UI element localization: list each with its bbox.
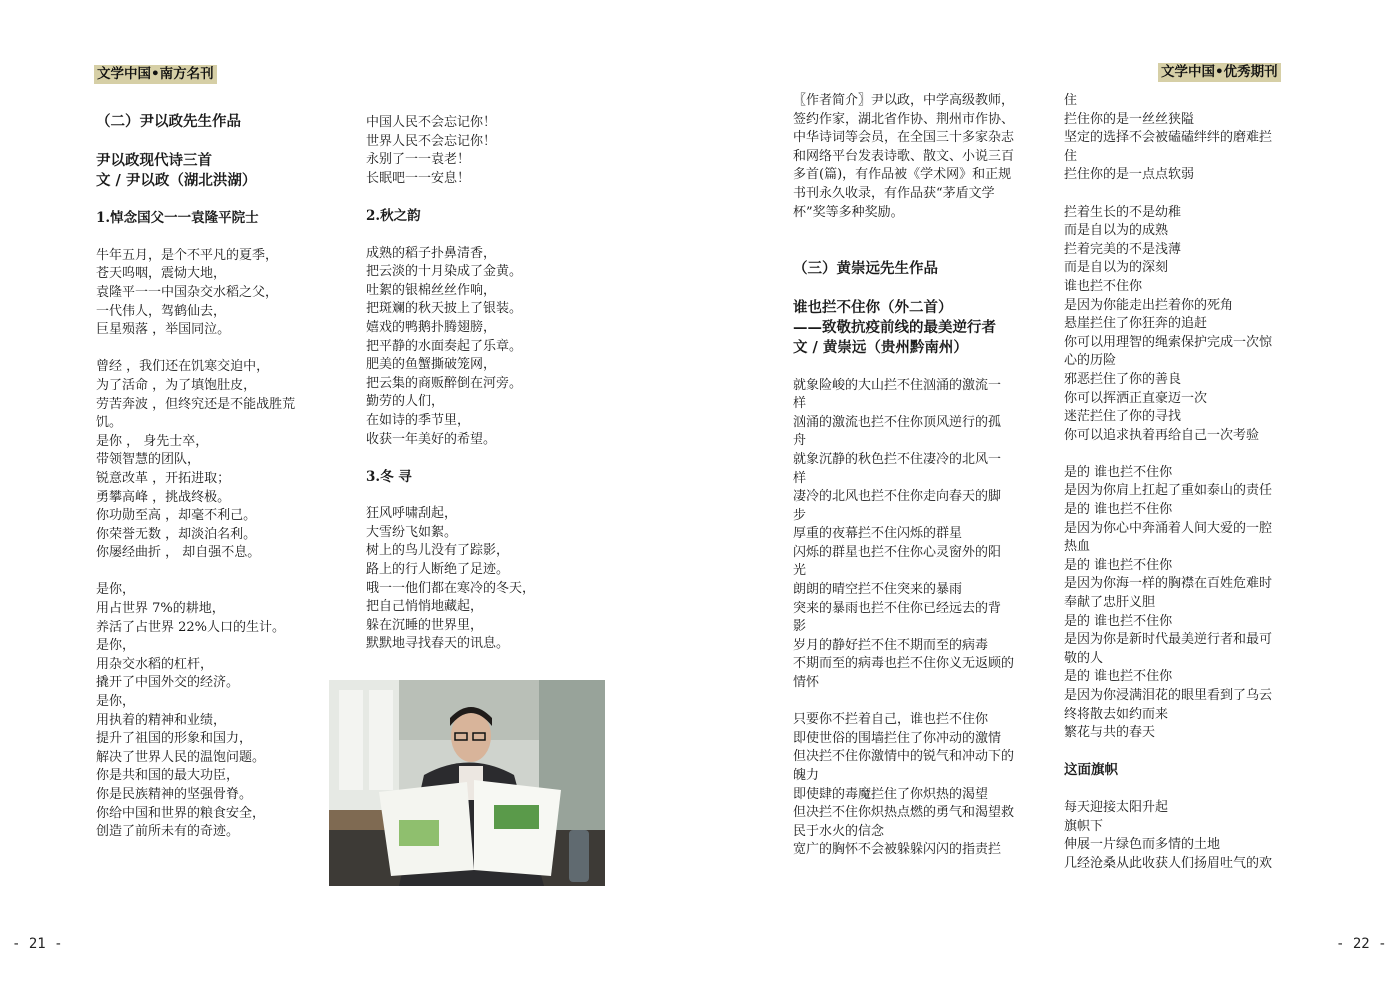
text-line: 是你， (96, 582, 136, 598)
text-line: 热血 (1064, 539, 1091, 555)
right-column-2 (1064, 92, 1314, 873)
text-line: 劳苦奔波 ，但终究还是不能战胜荒 (96, 396, 296, 412)
text-line: 牛年五月，是个不平凡的夏季， (96, 247, 279, 263)
text-line: 是因为你心中奔涌着人间大爱的一腔 (1064, 520, 1273, 536)
text-line: 多首(篇)，有作品被《学术网》和正规 (793, 167, 1012, 183)
text-line: 和网络平台发表诗歌、散文、小说三百 (793, 148, 1015, 164)
text-line: 拦住你的是一点点软弱 (1064, 167, 1195, 183)
text-line: 一代伟人，驾鹤仙去， (96, 303, 227, 319)
right-page-header: 文学中国•优秀期刊 (1158, 63, 1281, 82)
text-line: 住 (1064, 93, 1078, 108)
text-line: 饥。 (96, 415, 123, 431)
blank-line (793, 279, 1043, 298)
sub-heading: 这面旗帜 (1064, 762, 1118, 779)
text-line: 你功勋至高 ，却毫不利己。 (96, 508, 257, 524)
text-line: 是因为你肩上扛起了重如泰山的责任 (1064, 483, 1273, 499)
text-line: 把平静的水面奏起了乐章。 (366, 338, 523, 354)
text-line: 永别了一一袁老！ (366, 152, 471, 168)
text-line: 终将散去如约而来 (1064, 706, 1169, 722)
text-line: 大雪纷飞如絮。 (366, 524, 458, 540)
text-line: 是因为你海一样的胸襟在百姓危难时 (1064, 576, 1273, 592)
section-heading: （三）黄崇远先生作品 (793, 260, 938, 278)
text-line: 是因为你浸满泪花的眼里看到了乌云 (1064, 688, 1273, 703)
text-line: 杯”奖等多种奖励。 (793, 204, 904, 220)
text-line: 步 (793, 507, 807, 523)
text-line: 奉献了忠肝义胆 (1064, 595, 1156, 611)
text-line: 住 (1064, 148, 1078, 164)
text-line: 拦住你的是一丝丝狭隘 (1064, 111, 1195, 127)
text-line: 但决拦不住你激情中的锐气和冲动下的 (793, 749, 1015, 765)
text-line: 勤劳的人们， (366, 394, 445, 410)
text-line: 躲在沉睡的世界里， (366, 617, 484, 633)
text-line: 样 (793, 470, 807, 486)
text-line: 曾经 ，我们还在饥寒交迫中， (96, 359, 270, 375)
text-line: 中国人民不会忘记你！ (366, 115, 497, 130)
text-line: 民于水火的信念 (793, 823, 885, 839)
text-line: 而是自以为的深刻 (1064, 260, 1169, 276)
text-line: 闪烁的群星也拦不住你心灵窗外的阳 (793, 544, 1002, 560)
text-line: 厚重的夜幕拦不住闪烁的群星 (793, 526, 963, 542)
text-line: 哦一一他们都在寒冷的冬天， (366, 580, 536, 596)
text-line: 你屡经曲折 ， 却自强不息。 (96, 545, 261, 561)
sub-heading: 2.秋之韵 (366, 207, 421, 224)
text-line: 把斑斓的秋天披上了银装。 (366, 301, 523, 317)
text-line: 你荣誉无数 ，却淡泊名利。 (96, 526, 257, 542)
text-line: 把云淡的十月染成了金黄。 (366, 264, 523, 280)
text-line: 是因为你能走出拦着你的死角 (1064, 297, 1234, 313)
text-line: 但决拦不住你炽热点燃的勇气和渴望救 (793, 805, 1015, 821)
text-line: 即使世俗的围墙拦住了你冲动的激情 (793, 730, 1002, 746)
text-line: 汹涌的激流也拦不住你顶风逆行的孤 (793, 414, 1002, 430)
text-line: 解决了世界人民的温饱问题。 (96, 749, 266, 765)
text-line: 是因为你是新时代最美逆行者和最可 (1064, 632, 1273, 648)
text-line: 就象沉静的秋色拦不住凄冷的北风一 (793, 451, 1002, 467)
text-line: 不期而至的病毒也拦不住你义无返顾的 (793, 656, 1015, 672)
text-line: 每天迎接太阳升起 (1064, 799, 1169, 815)
title-heading: 文 / 黄崇远（贵州黔南州） (793, 338, 968, 356)
blank-line (1064, 780, 1314, 799)
text-line: 你可以追求执着再给自己一次考验 (1064, 427, 1260, 443)
text-line: 把云集的商贩醉倒在河旁。 (366, 375, 523, 391)
text-line: 光 (793, 563, 807, 579)
blank-line (793, 358, 1043, 377)
text-line: 迷茫拦住了你的寻找 (1064, 409, 1182, 425)
text-line: 你给中国和世界的粮食安全， (96, 805, 266, 821)
title-heading: 谁也拦不住你（外二首） (793, 298, 953, 316)
title-heading: ——致敬抗疫前线的最美逆行者 (793, 318, 996, 336)
blank-line (793, 241, 1043, 260)
text-line: 树上的鸟儿没有了踪影， (366, 543, 510, 559)
text-line: 而是自以为的成熟 (1064, 223, 1169, 239)
text-line: 锐意改革 ，开拓进取； (96, 470, 231, 486)
left-page-header: 文学中国•南方名刊 (94, 65, 217, 84)
section-heading: （二）尹以政先生作品 (96, 113, 241, 130)
text-line: 岁月的静好拦不住不期而至的病毒 (793, 637, 989, 653)
text-line: 敬的人 (1064, 650, 1104, 666)
text-line: 心的历险 (1064, 353, 1117, 369)
text-line: 把自己悄悄地藏起， (366, 599, 484, 615)
author-photo (329, 680, 605, 886)
blank-line (1064, 185, 1314, 204)
text-line: 邪恶拦住了你的善良 (1064, 371, 1182, 387)
text-line: 成熟的稻子扑鼻清香， (366, 245, 497, 261)
text-line: 世界人民不会忘记你！ (366, 133, 497, 149)
text-line: 长眠吧一一安息！ (366, 170, 471, 186)
blank-line (96, 132, 321, 151)
text-line: 就象险峻的大山拦不住汹涌的激流一 (793, 377, 1002, 393)
blank-line (96, 228, 321, 247)
right-page-number: - 22 - (1336, 936, 1387, 952)
text-line: 巨星殒落 ，举国同泣。 (96, 322, 231, 338)
text-line: 你可以挥洒正直豪迈一次 (1064, 390, 1208, 406)
left-page-number: - 21 - (12, 936, 63, 952)
text-line: 谁也拦不住你 (1064, 278, 1143, 294)
text-line: 用杂交水稻的杠杆， (96, 656, 214, 672)
right-column-1 (793, 92, 1043, 860)
blank-line (96, 340, 321, 359)
text-line: 几经沧桑从此收获人们扬眉吐气的欢 (1064, 855, 1273, 871)
text-line: 撬开了中国外交的经济。 (96, 675, 240, 691)
text-line: 勇攀高峰 ，挑战终极。 (96, 489, 231, 505)
text-line: 带领智慧的团队， (96, 452, 201, 468)
blank-line (96, 563, 321, 582)
text-line: 是的 谁也拦不住你 (1064, 613, 1173, 629)
text-line: 是你 ， 身先士卒， (96, 433, 209, 449)
blank-line (793, 693, 1043, 712)
text-line: 路上的行人断绝了足迹。 (366, 562, 510, 578)
text-line: 伸展一片绿色而多情的土地 (1064, 837, 1221, 853)
text-line: 默默地寻找春天的讯息。 (366, 636, 510, 652)
text-line: 是的 谁也拦不住你 (1064, 464, 1173, 480)
text-line: 旗帜下 (1064, 818, 1104, 834)
left-column-2 (366, 114, 601, 654)
text-line: 突来的暴雨也拦不住你已经远去的背 (793, 600, 1002, 616)
blank-line (366, 188, 601, 207)
blank-line (366, 487, 601, 506)
blank-line (366, 226, 601, 245)
sub-heading: 1.悼念国父一一袁隆平院士 (96, 210, 259, 227)
text-line: 悬崖拦住了你狂奔的追赶 (1064, 316, 1208, 332)
text-line: 是你， (96, 694, 136, 710)
text-line: 苍天呜咽，震恸大地， (96, 266, 227, 282)
title-heading: 文 / 尹以政（湖北洪湖） (96, 171, 257, 189)
text-line: 肥美的鱼蟹撕破笼网， (366, 357, 497, 373)
text-line: 拦着完美的不是浅薄 (1064, 241, 1182, 257)
text-line: 吐絮的银棉丝丝作响， (366, 282, 497, 298)
text-line: 影 (793, 619, 807, 635)
text-line: 只要你不拦着自己，谁也拦不住你 (793, 712, 989, 728)
text-line: 是你， (96, 638, 136, 654)
text-line: 签约作家，湖北省作协、荆州市作协、 (793, 111, 1015, 127)
text-line: 在如诗的季节里， (366, 412, 471, 428)
left-column-1 (96, 112, 321, 842)
blank-line (793, 222, 1043, 241)
blank-line (96, 191, 321, 210)
text-line: 情怀 (793, 675, 820, 691)
sub-heading: 3.冬 寻 (366, 468, 412, 485)
text-line: 是的 谁也拦不住你 (1064, 502, 1173, 518)
text-line: 用占世界 7%的耕地， (96, 601, 225, 617)
text-line: 凄冷的北风也拦不住你走向春天的脚 (793, 489, 1002, 505)
text-line: 创造了前所未有的奇迹。 (96, 824, 240, 840)
text-line: 〖作者简介〗尹以政，中学高级教师， (793, 93, 1015, 108)
blank-line (366, 449, 601, 468)
text-line: 你是民族精神的坚强骨脊。 (96, 787, 253, 802)
text-line: 宽广的胸怀不会被躲躲闪闪的指责拦 (793, 842, 1002, 858)
text-line: 你可以用理智的绳索保护完成一次惊 (1064, 334, 1273, 350)
text-line: 嬉戏的鸭鹅扑腾翅膀， (366, 319, 497, 335)
text-line: 养活了占世界 22%人口的生计。 (96, 619, 286, 635)
blank-line (1064, 445, 1314, 464)
text-line: 即使肆的毒魔拦住了你炽热的渴望 (793, 786, 989, 802)
text-line: 书刊永久收录，有作品获“茅盾文学 (793, 185, 995, 201)
text-line: 繁花与共的春天 (1064, 725, 1156, 741)
text-line: 为了活命 ，为了填饱肚皮， (96, 377, 257, 393)
text-line: 狂风呼啸刮起， (366, 506, 458, 522)
text-line: 是的 谁也拦不住你 (1064, 557, 1173, 573)
title-heading: 尹以政现代诗三首 (96, 151, 212, 169)
blank-line (1064, 743, 1314, 762)
text-line: 提升了祖国的形象和国力， (96, 731, 253, 747)
text-line: 坚定的选择不会被磕磕绊绊的磨难拦 (1064, 130, 1273, 146)
text-line: 用执着的精神和业绩， (96, 712, 227, 728)
text-line: 舟 (793, 433, 807, 449)
text-line: 中华诗词等会员，在全国三十多家杂志 (793, 130, 1015, 146)
text-line: 是的 谁也拦不住你 (1064, 669, 1173, 685)
text-line: 样 (793, 396, 807, 412)
text-line: 收获一年美好的希望。 (366, 431, 497, 447)
text-line: 你是共和国的最大功臣， (96, 768, 240, 784)
text-line: 袁隆平一一中国杂交水稻之父， (96, 284, 279, 300)
text-line: 魄力 (793, 768, 820, 783)
text-line: 拦着生长的不是幼稚 (1064, 204, 1182, 220)
text-line: 朗朗的晴空拦不住突来的暴雨 (793, 582, 963, 598)
